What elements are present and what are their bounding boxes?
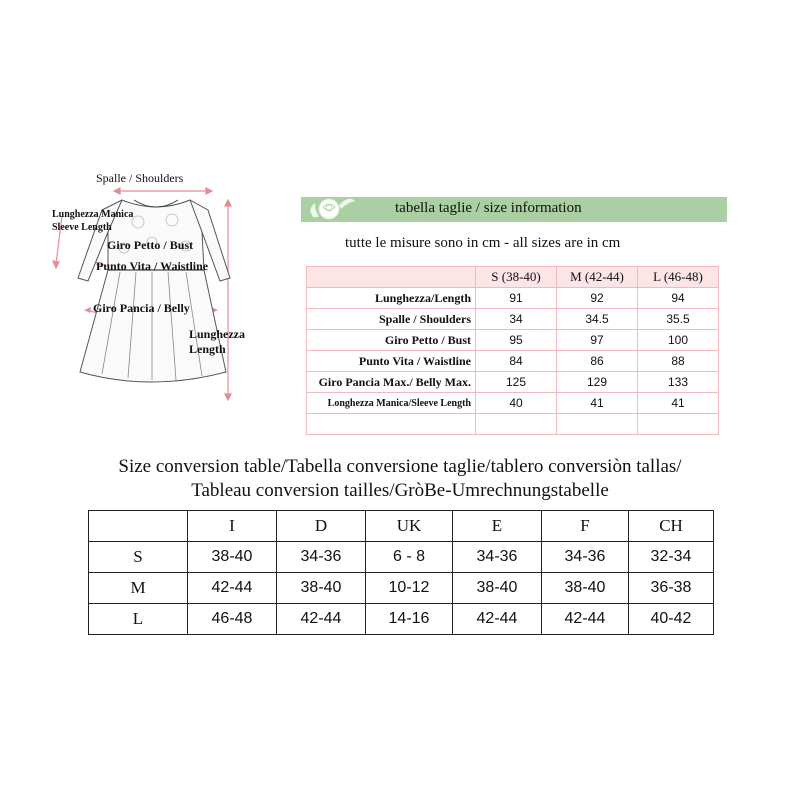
cell-value: 41	[638, 393, 719, 414]
table-row	[89, 542, 714, 573]
cell-value: 34-36	[277, 542, 366, 573]
cell-value: 10-12	[366, 573, 453, 604]
table-row	[89, 573, 714, 604]
header-size-l: L (46-48)	[638, 267, 719, 288]
dress-illustration	[40, 160, 270, 420]
label-bust: Giro Petto / Bust	[107, 238, 194, 252]
cell-value: 42-44	[542, 604, 629, 635]
dress-diagram	[40, 160, 270, 420]
cell-value: 36-38	[629, 573, 714, 604]
empty-cell	[476, 414, 557, 435]
table-row	[307, 372, 719, 393]
conversion-title-line2: Tableau conversion tailles/GròBe-Umrechnungstabelle	[191, 480, 609, 501]
row-label: Longhezza Manica/Sleeve Length	[307, 393, 476, 414]
row-size: L	[89, 604, 188, 635]
label-length-line2: Length	[189, 342, 226, 356]
label-sleeve-length	[52, 208, 133, 234]
row-label: Lunghezza/Length	[307, 288, 476, 309]
cell-value: 133	[638, 372, 719, 393]
label-waist: Punto Vita / Waistline	[96, 259, 209, 273]
conversion-table	[88, 510, 714, 635]
cell-value: 34	[476, 309, 557, 330]
size-info-subtitle: tutte le misure sono in cm - all sizes are in cm	[345, 235, 621, 251]
cell-value: 34-36	[542, 542, 629, 573]
size-info-banner	[301, 197, 727, 222]
row-label: Giro Pancia Max./ Belly Max.	[307, 372, 476, 393]
cell-value: 35.5	[638, 309, 719, 330]
label-shoulders: Spalle / Shoulders	[96, 171, 184, 185]
cell-value: 42-44	[277, 604, 366, 635]
cell-value: 38-40	[188, 542, 277, 573]
cell-value: 32-34	[629, 542, 714, 573]
cell-value: 34-36	[453, 542, 542, 573]
cell-value: 84	[476, 351, 557, 372]
table-row	[307, 393, 719, 414]
label-sleeve-line2: Sleeve Length	[52, 222, 112, 233]
label-belly: Giro Pancia / Belly	[93, 301, 190, 315]
table-row	[307, 288, 719, 309]
row-label: Punto Vita / Waistline	[307, 351, 476, 372]
row-size: M	[89, 573, 188, 604]
cell-value: 42-44	[453, 604, 542, 635]
row-label: Spalle / Shoulders	[307, 309, 476, 330]
row-size: S	[89, 542, 188, 573]
cell-value: 6 - 8	[366, 542, 453, 573]
cell-value: 46-48	[188, 604, 277, 635]
empty-cell	[307, 414, 476, 435]
cell-value: 86	[557, 351, 638, 372]
cell-value: 34.5	[557, 309, 638, 330]
table-row-empty	[307, 414, 719, 435]
size-info-table	[306, 266, 719, 435]
header-country-uk: UK	[366, 511, 453, 542]
cell-value: 88	[638, 351, 719, 372]
header-country-f: F	[542, 511, 629, 542]
table-row	[307, 351, 719, 372]
empty-cell	[557, 414, 638, 435]
header-blank-cell	[89, 511, 188, 542]
cell-value: 92	[557, 288, 638, 309]
header-country-ch: CH	[629, 511, 714, 542]
cell-value: 94	[638, 288, 719, 309]
header-country-e: E	[453, 511, 542, 542]
conversion-header-row	[89, 511, 714, 542]
cell-value: 100	[638, 330, 719, 351]
cell-value: 40-42	[629, 604, 714, 635]
table-row	[89, 604, 714, 635]
conversion-title	[0, 455, 800, 503]
label-length	[189, 327, 245, 357]
table-row	[307, 330, 719, 351]
cell-value: 41	[557, 393, 638, 414]
rose-icon	[305, 191, 357, 223]
row-label: Giro Petto / Bust	[307, 330, 476, 351]
label-length-line1: Lunghezza	[189, 327, 246, 341]
header-blank-cell	[307, 267, 476, 288]
header-country-i: I	[188, 511, 277, 542]
size-info-header-row	[307, 267, 719, 288]
cell-value: 40	[476, 393, 557, 414]
cell-value: 95	[476, 330, 557, 351]
header-size-m: M (42-44)	[557, 267, 638, 288]
empty-cell	[638, 414, 719, 435]
header-size-s: S (38-40)	[476, 267, 557, 288]
label-sleeve-line1: Lunghezza Manica	[52, 209, 134, 220]
cell-value: 38-40	[453, 573, 542, 604]
cell-value: 129	[557, 372, 638, 393]
cell-value: 38-40	[542, 573, 629, 604]
table-row	[307, 309, 719, 330]
cell-value: 38-40	[277, 573, 366, 604]
cell-value: 42-44	[188, 573, 277, 604]
cell-value: 97	[557, 330, 638, 351]
size-info-title: tabella taglie / size information	[395, 200, 582, 216]
header-country-d: D	[277, 511, 366, 542]
cell-value: 125	[476, 372, 557, 393]
conversion-title-line1: Size conversion table/Tabella conversione taglie/tablero conversiòn tallas/	[118, 456, 682, 477]
cell-value: 14-16	[366, 604, 453, 635]
cell-value: 91	[476, 288, 557, 309]
